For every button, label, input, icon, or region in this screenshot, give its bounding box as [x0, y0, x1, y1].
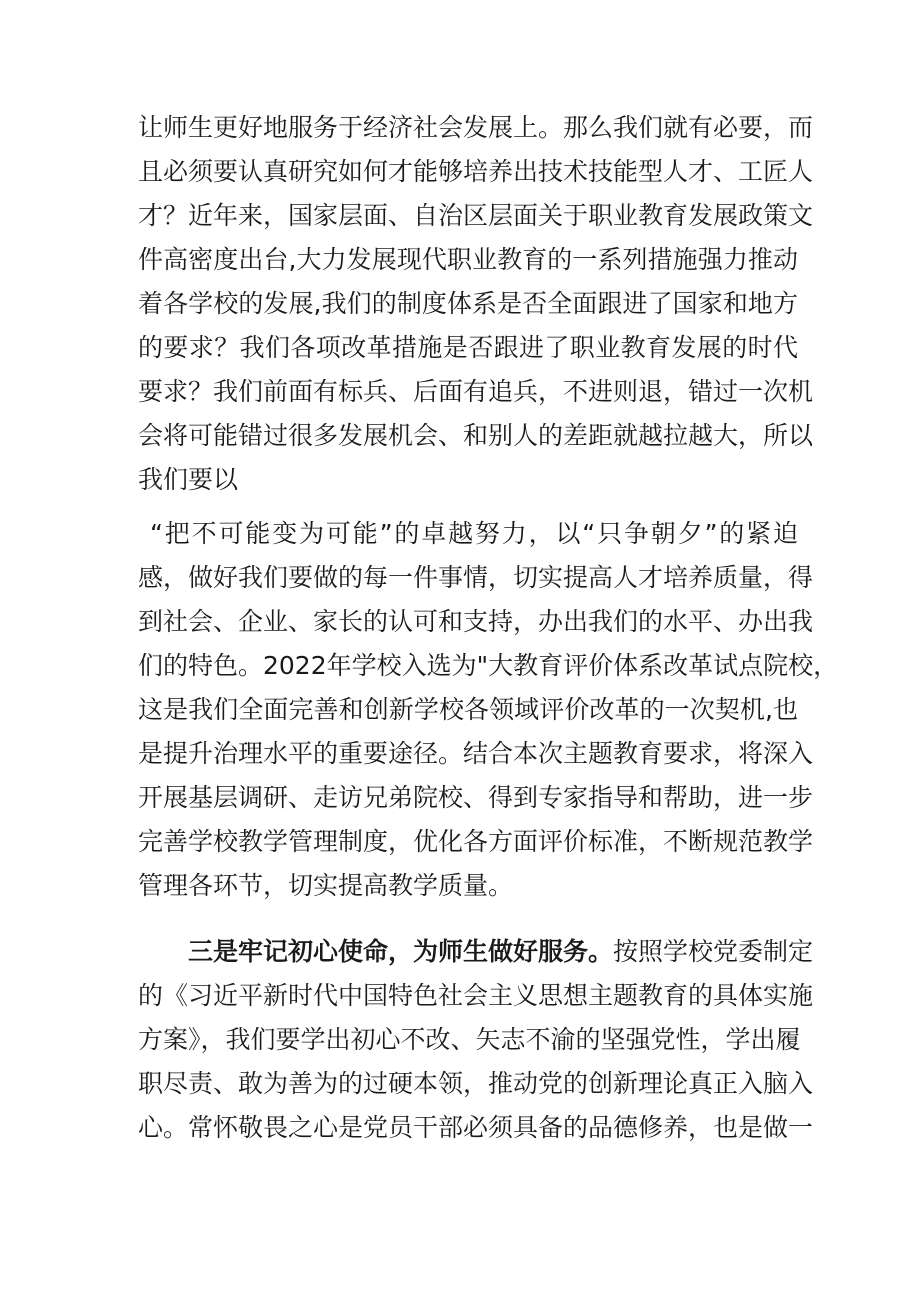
paragraph-2-line-7: 开展基层调研、走访兄弟院校、得到专家指导和帮助，进一步: [138, 783, 814, 812]
paragraph-3-line-1: [188, 930, 814, 974]
paragraph-2-line-3: 到社会、企业、家长的认可和支持，办出我们的水平、办出我: [138, 607, 814, 636]
paragraph-1-line-9: 我们要以: [138, 465, 239, 494]
paragraph-2-line-9: 管理各环节，切实提高教学质量。: [138, 871, 514, 900]
paragraph-2-line-6: 是提升治理水平的重要途径。结合本次主题教育要求，将深入: [138, 739, 814, 768]
paragraph-2-line-5: 这是我们全面完善和创新学校各领域评价改革的一次契机,也: [138, 695, 798, 724]
paragraph-1-line-5: 着各学校的发展,我们的制度体系是否全面跟进了国家和地方: [138, 289, 798, 318]
paragraph-2-line-4: 们的特色。2022年学校入选为"大教育评价体系改革试点院校，: [138, 651, 839, 680]
paragraph-1-line-8: 会将可能错过很多发展机会、和别人的差距就越拉越大，所以: [138, 421, 814, 450]
section-heading: 三是牢记初心使命，为师生做好服务。: [188, 937, 614, 966]
paragraph-3-line-4: 职尽责、敢为善为的过硬本领，推动党的创新理论真正入脑入: [138, 1069, 814, 1098]
paragraph-3-line-2: 的《习近平新时代中国特色社会主义思想主题教育的具体实施: [138, 981, 814, 1010]
paragraph-3-line-3: 方案》，我们要学出初心不改、矢志不渝的坚强党性，学出履: [138, 1025, 801, 1054]
paragraph-2-line-2: 感，做好我们要做的每一件事情，切实提高人才培养质量，得: [138, 563, 814, 592]
paragraph-3-line-5: 心。常怀敬畏之心是党员干部必须具备的品德修养，也是做一: [138, 1113, 814, 1142]
paragraph-2-line-1: “把不可能变为可能”的卓越努力，以“只争朝夕”的紧迫: [150, 519, 798, 548]
paragraph-1-line-7: 要求？我们前面有标兵、后面有追兵，不进则退，错过一次机: [138, 377, 814, 406]
paragraph-1-line-1: 让师生更好地服务于经济社会发展上。那么我们就有必要，而: [138, 113, 814, 142]
paragraph-1-line-4: 件高密度出台,大力发展现代职业教育的一系列措施强力推动: [138, 245, 798, 274]
paragraph-1-line-2: 且必须要认真研究如何才能够培养出技术技能型人才、工匠人: [138, 157, 814, 186]
paragraph-3-line-1-rest: 按照学校党委制定: [613, 937, 814, 966]
paragraph-2-line-8: 完善学校教学管理制度，优化各方面评价标准，不断规范教学: [138, 827, 814, 856]
paragraph-1-line-3: 才？近年来，国家层面、自治区层面关于职业教育发展政策文: [138, 201, 814, 230]
paragraph-1-line-6: 的要求？我们各项改革措施是否跟进了职业教育发展的时代: [138, 333, 798, 362]
